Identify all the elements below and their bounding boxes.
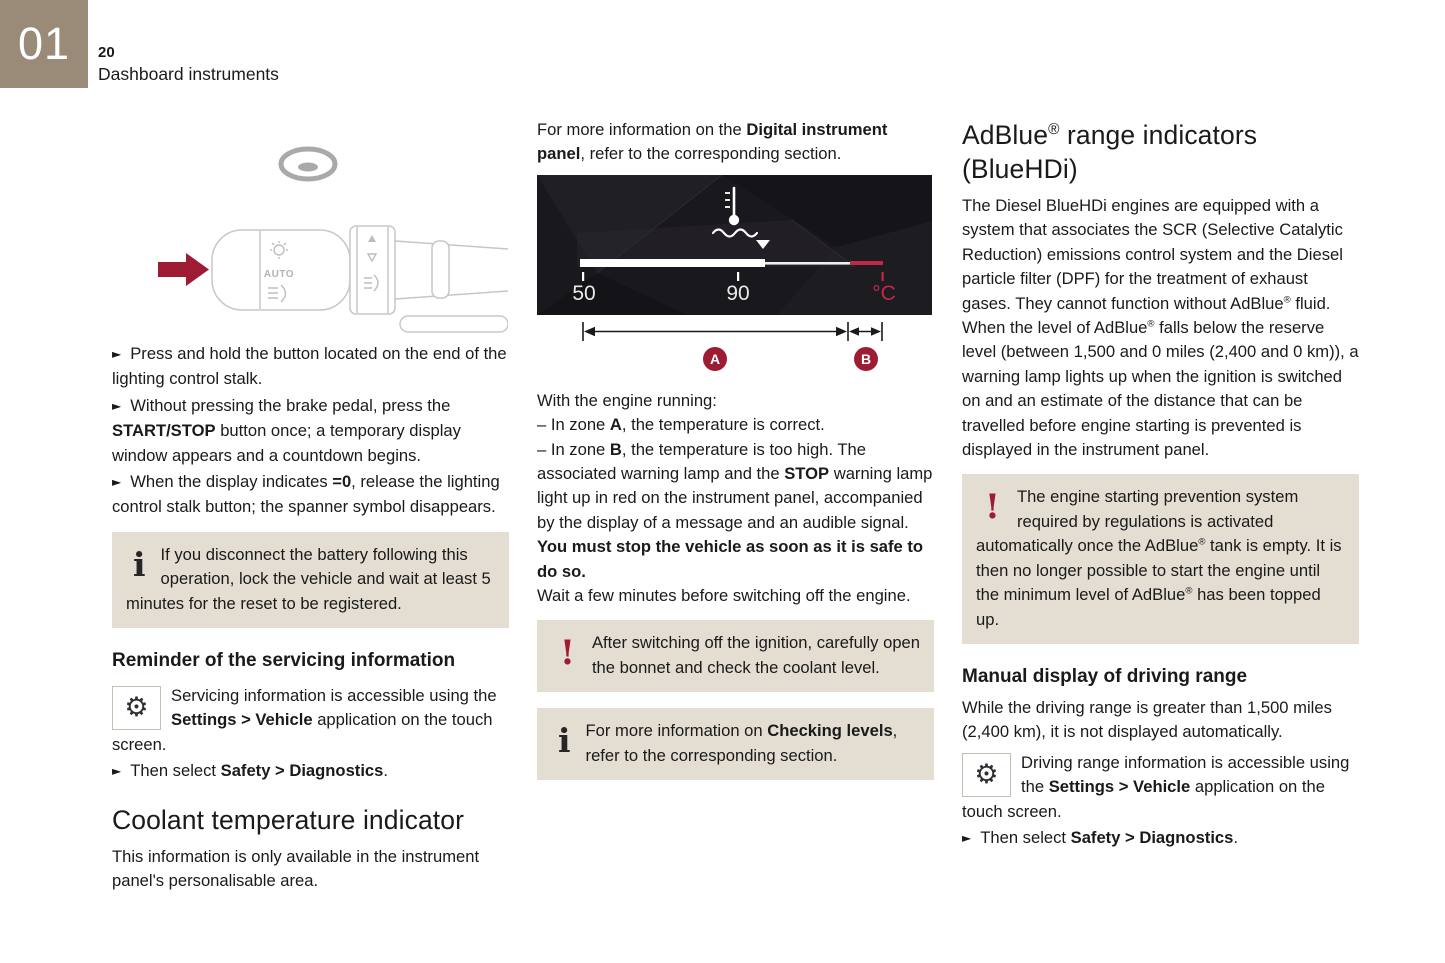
page-header (98, 44, 279, 85)
instruction-step (962, 826, 1359, 851)
settings-icon-box (962, 753, 1011, 797)
gauge-red-zone (850, 261, 883, 265)
warning-icon: ! (985, 487, 1000, 528)
info-icon: i (558, 721, 571, 761)
warning-icon: ! (560, 633, 575, 674)
zone-b-badge (854, 347, 878, 371)
section-heading-adblue: AdBlue® range indicators (BlueHDi) (962, 120, 1258, 184)
instruction-step (112, 470, 509, 520)
stalk-drawing (112, 138, 508, 338)
driving-range-access-note (962, 751, 1359, 824)
stalk-auto-label: AUTO (263, 269, 295, 280)
gauge-bar (580, 259, 765, 267)
step-text: Press and hold the button located on the end of the lighting control stalk. (112, 344, 507, 389)
coolant-gauge-display (537, 175, 934, 315)
wait-note: Wait a few minutes before switching off the engine. (537, 586, 911, 606)
zone-a-badge (703, 347, 727, 371)
adblue-reserve-note: When the level of AdBlue® falls below the reserve level (between 1,500 and 0 miles (2,400 and 0 km)), a warning lamp lights up when the ignition is switched on and an estimate of the distance that can be travelled before engine starting is prevented is displayed in the instrument panel. (962, 318, 1359, 460)
coolant-gauge-screen (537, 175, 932, 315)
warning-box-text: After switching off the ignition, carefully open the bonnet and check the coolant level. (591, 633, 921, 677)
stop-vehicle-warning: You must stop the vehicle as soon as it is safe to do so. (537, 537, 924, 581)
driving-note-text: Driving range information is accessible using the Settings > Vehicle application on the touch screen. (962, 752, 1350, 821)
step-text: Then select Safety > Diagnostics. (130, 761, 389, 781)
pointer-arrow-icon (158, 253, 209, 286)
zone-a-item: – In zone A, the temperature is correct. (537, 415, 825, 435)
stalk-body (212, 226, 508, 332)
settings-icon-box (112, 686, 161, 730)
step-text: When the display indicates =0, release the lighting control stalk button; the spanner symbol disappears. (112, 472, 500, 517)
chapter-number: 01 (17, 18, 71, 69)
servicing-note-text: Servicing information is accessible using the Settings > Vehicle application on the touch screen. (112, 686, 497, 754)
zone-b-item: – In zone B, the temperature is too high. The associated warning lamp and the STOP warning lamp light up in red on the instrument panel, accompanied by the display of a message and an audible signal. (537, 439, 933, 532)
info-box-text: For more information on Checking levels, refer to the corresponding section. (585, 721, 898, 765)
chapter-tab (0, 0, 88, 88)
info-box (537, 708, 934, 780)
bullet-arrow-icon: ► (112, 764, 122, 779)
gear-icon: ⚙ (124, 691, 149, 723)
bullet-arrow-icon: ► (962, 830, 972, 845)
section-heading-servicing: Reminder of the servicing information (112, 650, 456, 672)
column-right (962, 118, 1359, 851)
column-middle (537, 118, 934, 780)
instruction-step (112, 394, 509, 468)
instruction-step (112, 759, 509, 784)
info-box (112, 532, 509, 628)
coolant-availability-note: This information is only available in the instrument panel's personalisable area. (112, 846, 480, 891)
servicing-access-note (112, 684, 509, 757)
svg-text:A: A (709, 350, 721, 367)
gauge-zone-diagram (537, 319, 934, 375)
info-box-text: If you disconnect the battery following this operation, lock the vehicle and wait at least 5 minutes for the reset to be registered. (126, 544, 491, 613)
section-heading-driving-range: Manual display of driving range (962, 665, 1248, 687)
gear-icon: ⚙ (974, 758, 999, 790)
gauge-tick-label-mid: 90 (726, 281, 750, 305)
page-number: 20 (98, 44, 115, 61)
step-text: Then select Safety > Diagnostics. (980, 827, 1239, 847)
gauge-scale-line (765, 262, 850, 265)
section-heading-coolant: Coolant temperature indicator (112, 804, 465, 835)
bullet-arrow-icon: ► (112, 475, 122, 490)
gauge-tick-label-low: 50 (572, 281, 596, 305)
engine-running-note: With the engine running: (537, 390, 717, 410)
info-icon: i (133, 544, 146, 584)
step-text: Without pressing the brake pedal, press the START/STOP button once; a temporary display window appears and a countdown begins. (112, 395, 461, 465)
bullet-arrow-icon: ► (112, 347, 122, 361)
steering-wheel-icon (281, 149, 335, 179)
zone-diagram (537, 319, 932, 375)
warning-box-text: The engine starting prevention system required by regulations is activated automatically once the AdBlue® tank is empty. It is then no longer possible to start the engine until the minimum level of AdBlue® has been topped up. (976, 487, 1342, 629)
svg-text:B: B (860, 350, 872, 367)
column-left (112, 118, 509, 894)
instruction-step (112, 342, 509, 392)
page-title: Dashboard instruments (98, 64, 279, 84)
lighting-stalk-illustration (112, 138, 509, 338)
bullet-arrow-icon: ► (112, 398, 122, 413)
digital-panel-note: For more information on the Digital instrument panel, refer to the corresponding section. (537, 120, 888, 164)
warning-box (962, 474, 1359, 643)
warning-box (537, 620, 934, 692)
adblue-description: The Diesel BlueHDi engines are equipped with a system that associates the SCR (Selective Catalytic Reduction) emissions control system and the Diesel particle filter (DPF) for the treatment of exhaust gases. They cannot function without AdBlue® fluid. (962, 196, 1343, 313)
driving-range-note: While the driving range is greater than 1,500 miles (2,400 km), it is not displayed automatically. (962, 697, 1332, 742)
gauge-unit-label: °C (872, 281, 896, 305)
